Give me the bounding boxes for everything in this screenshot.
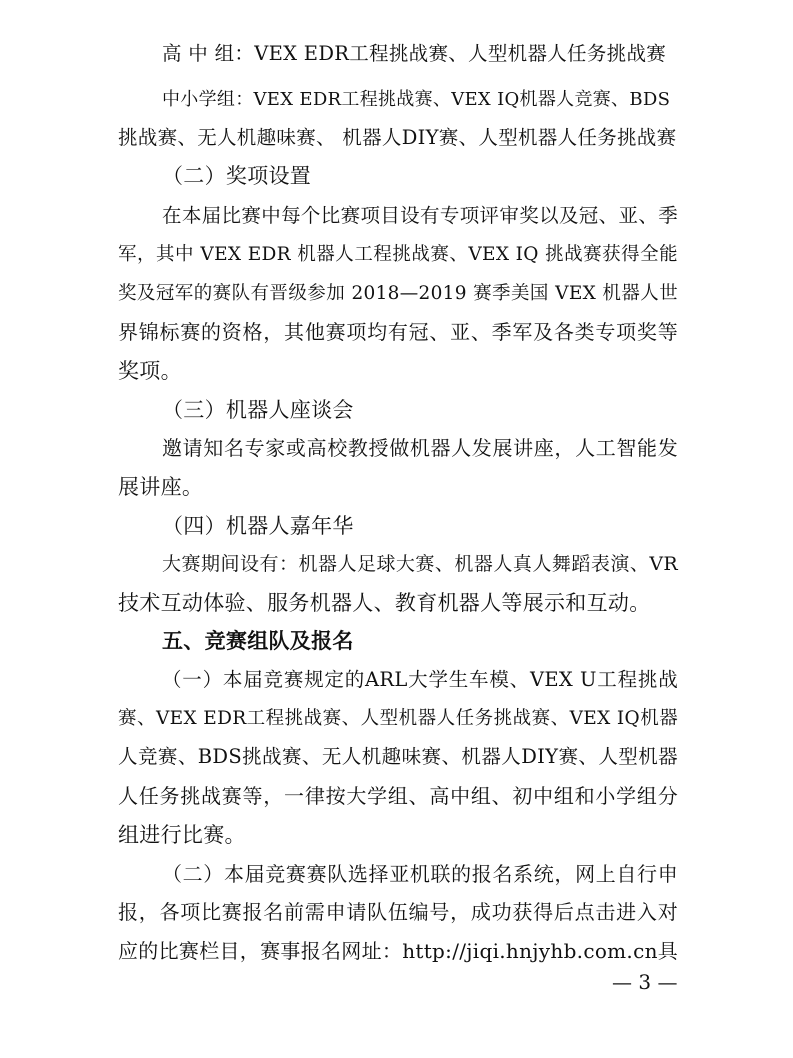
text-line-symposium-2: 展讲座。 (118, 475, 204, 499)
text-line-awards-5: 奖项。 (118, 359, 182, 383)
text-line-awards-4: 界锦标赛的资格，其他赛项均有冠、亚、季军及各类专项奖等 (118, 320, 678, 344)
subheading-carnival: （四）机器人嘉年华 (162, 514, 354, 538)
text-line-registration-1: （二）本届竞赛赛队选择亚机联的报名系统，网上自行申 (162, 862, 678, 886)
text-line-symposium-1: 邀请知名专家或高校教授做机器人发展讲座，人工智能发 (162, 436, 678, 460)
text-line-teams-4: 人任务挑战赛等，一律按大学组、高中组、初中组和小学组分 (118, 784, 678, 808)
text-line-carnival-1: 大赛期间设有：机器人足球大赛、机器人真人舞蹈表演、VR (162, 553, 678, 575)
text-line-registration-2: 报，各项比赛报名前需申请队伍编号，成功获得后点击进入对 (118, 900, 678, 924)
text-line-high-school-group: 高 中 组：VEX EDR工程挑战赛、人型机器人任务挑战赛 (162, 42, 667, 65)
subheading-symposium: （三）机器人座谈会 (162, 398, 354, 422)
text-line-awards-1: 在本届比赛中每个比赛项目设有专项评审奖以及冠、亚、季 (162, 204, 678, 227)
subheading-awards: （二）奖项设置 (162, 164, 312, 188)
text-line-teams-1: （一）本届竞赛规定的ARL大学生车模、VEX U工程挑战 (162, 668, 678, 691)
text-line-primary-middle-group: 中小学组：VEX EDR工程挑战赛、VEX IQ机器人竞赛、BDS (162, 89, 671, 110)
text-line-awards-3: 奖及冠军的赛队有晋级参加 2018—2019 赛季美国 VEX 机器人世 (118, 283, 678, 304)
text-line-teams-5: 组进行比赛。 (118, 823, 246, 847)
text-line-registration-3: 应的比赛栏目，赛事报名网址：http://jiqi.hnjyhb.com.cn具 (118, 939, 679, 963)
text-line-awards-2: 军，其中 VEX EDR 机器人工程挑战赛、VEX IQ 挑战赛获得全能 (118, 244, 678, 265)
page-number: — 3 — (612, 970, 678, 994)
section-heading-teams-registration: 五、竞赛组队及报名 (162, 629, 354, 653)
text-line-teams-3: 人竞赛、BDS挑战赛、无人机趣味赛、机器人DIY赛、人型机器 (118, 745, 678, 768)
text-line-teams-2: 赛、VEX EDR工程挑战赛、人型机器人任务挑战赛、VEX IQ机器 (118, 708, 678, 729)
text-line-primary-middle-group-cont: 挑战赛、无人机趣味赛、 机器人DIY赛、人型机器人任务挑战赛 (118, 126, 677, 149)
text-line-carnival-2: 技术互动体验、服务机器人、教育机器人等展示和互动。 (118, 591, 651, 615)
